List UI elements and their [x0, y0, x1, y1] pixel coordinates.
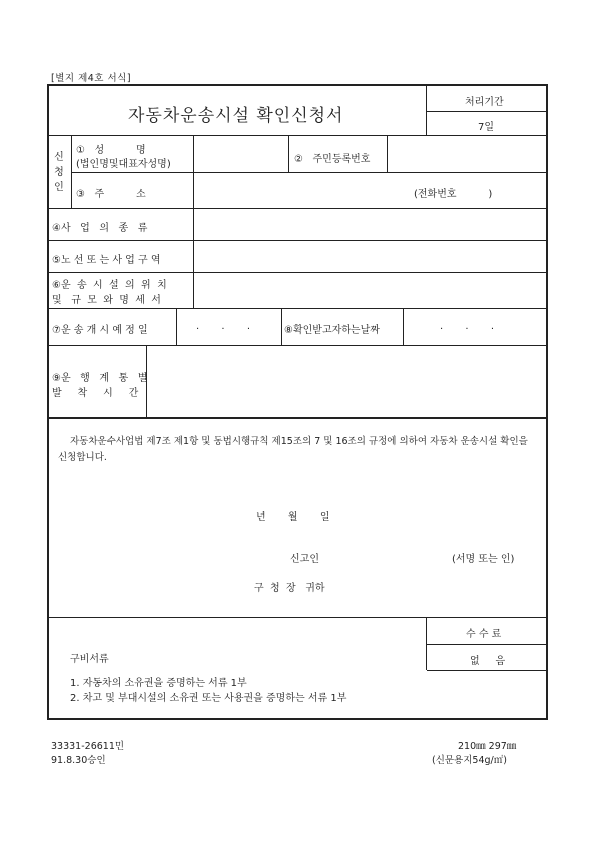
resident-number-label: ② 주민등록번호: [294, 154, 371, 165]
rule-fee-left: [426, 617, 427, 670]
rule-resident-right: [387, 135, 388, 172]
documents-label: 구비서류: [70, 654, 109, 665]
start-date-value: . . .: [196, 321, 251, 332]
rule-facility-bottom: [48, 308, 546, 309]
footer-approval-date: 91.8.30승인: [51, 755, 106, 766]
rule-schedule-bottom: [48, 417, 546, 419]
rule-confirm-right: [403, 308, 404, 345]
rule-route-bottom: [48, 272, 546, 273]
rule-applicant-mid: [71, 172, 546, 173]
rule-resident-left: [288, 135, 289, 172]
start-date-label: ⑦운 송 개 시 예 정 일: [52, 325, 148, 336]
rule-dates-bottom: [48, 345, 546, 346]
schedule-label-line1: ⑨운 행 계 통 별: [52, 373, 148, 384]
confirm-date-value: . . .: [440, 321, 495, 332]
processing-period-value: 7일: [478, 122, 495, 133]
business-type-label: ④사 업 의 종 류: [52, 223, 148, 234]
name-label: ① 성 명: [76, 145, 146, 156]
address-label: ③ 주 소: [76, 189, 146, 200]
application-statement: 자동차운수사업법 제7조 제1항 및 동법시행규칙 제15조의 7 및 16조의 규정에 의하여 자동차 운송시설 확인을 신청합니다.: [58, 436, 528, 463]
rule-applicant-bottom: [48, 208, 546, 209]
footer-paper-type: (신문용지54g/㎡): [432, 755, 507, 766]
date-line: 년 월 일: [256, 512, 330, 523]
rule-processing-mid: [427, 111, 546, 112]
phone-label: (전화번호 ): [414, 189, 493, 200]
facility-label-line1: ⑥운 송 시 설 의 위 치: [52, 280, 167, 291]
applicant-sign-label: 신고인: [290, 554, 319, 565]
facility-label-line2: 및 규 모 와 명 세 서: [52, 295, 161, 306]
route-label: ⑤노 선 또 는 사 업 구 역: [52, 255, 161, 266]
rule-business-bottom: [48, 240, 546, 241]
processing-period-label: 처리기간: [465, 97, 504, 108]
rule-statement-bottom: [48, 617, 546, 618]
form-title: 자동차운송시설 확인신청서: [128, 106, 344, 126]
schedule-label-line2: 발 착 시 간: [52, 388, 139, 399]
name-sublabel: (법인명및대표자성명): [76, 159, 171, 170]
rule-label-column: [193, 135, 194, 308]
rule-startdate-left: [176, 308, 177, 345]
rule-confirm-left: [281, 308, 282, 345]
confirm-date-label: ⑧확인받고자하는날짜: [284, 325, 380, 336]
rule-fee-mid: [427, 644, 546, 645]
form-number: [별지 제4호 서식]: [51, 73, 132, 84]
rule-applicant-group: [71, 135, 72, 208]
rule-processing-left: [426, 86, 427, 135]
document-item-1: 1. 자동차의 소유권을 증명하는 서류 1부: [70, 678, 247, 689]
applicant-group-label: 신청인: [54, 152, 64, 193]
footer-form-code: 33331-26611민: [51, 741, 125, 752]
fee-label: 수 수 료: [466, 629, 502, 640]
footer-paper-size: 210㎜ 297㎜: [458, 741, 517, 752]
rule-title-bottom: [48, 135, 546, 136]
fee-value: 없 음: [470, 656, 506, 667]
addressee: 구 청 장 귀하: [254, 583, 325, 594]
rule-fee-bottom: [427, 670, 546, 671]
document-item-2: 2. 차고 및 부대시설의 소유권 또는 사용권을 증명하는 서류 1부: [70, 693, 347, 704]
signature-note: (서명 또는 인): [452, 554, 515, 565]
